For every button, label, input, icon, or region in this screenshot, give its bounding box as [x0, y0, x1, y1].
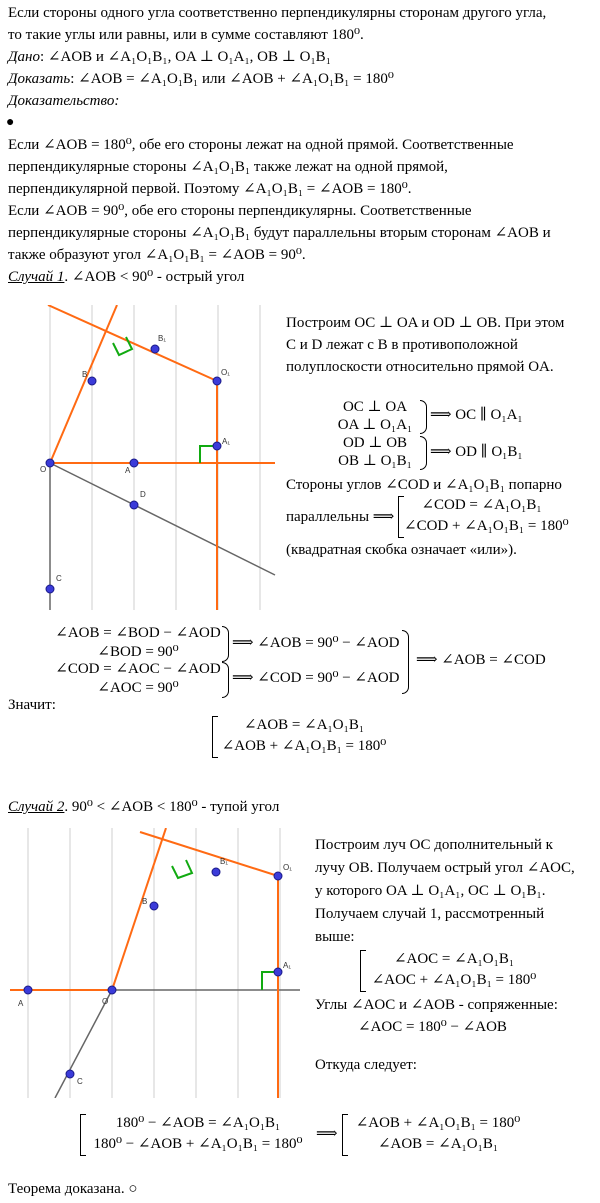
point-a	[130, 459, 138, 467]
case2-final-l1: 180⁰ − ∠AOB = ∠A₁O₁B₁	[115, 1115, 281, 1131]
point-d	[130, 501, 138, 509]
derive-a-brace	[222, 626, 229, 662]
sides-eq2: ∠COD + ∠A₁O₁B₁ = 180⁰	[404, 518, 569, 534]
derive-a1: ∠AOB = ∠BOD − ∠AOD	[55, 625, 221, 641]
case2-text-l3: у которого OA ⊥ O₁A₁, OC ⊥ O₁B₁.	[315, 883, 546, 899]
sys2-brace	[420, 436, 427, 470]
case2-follows: Откуда следует:	[315, 1057, 417, 1073]
point-b1	[151, 345, 159, 353]
label-o: O	[40, 465, 47, 474]
label2-b: B	[142, 897, 148, 906]
sys2	[330, 434, 420, 470]
case2-text-l5: выше:	[315, 929, 355, 945]
case2-final-arrow: ⟹	[316, 1126, 338, 1142]
qed: Теорема доказана. ○	[8, 1181, 138, 1197]
sides-eq1: ∠COD = ∠A₁O₁B₁	[421, 497, 542, 513]
proof-label: Доказательство:	[8, 93, 120, 109]
para2-l1: Если ∠AOB = 90⁰, обе его стороны перпендикулярны. Соответственные	[8, 203, 472, 219]
case1-concl	[218, 715, 390, 757]
case2-final-right	[348, 1113, 528, 1155]
case2-eq1: ∠AOC = ∠A₁O₁B₁	[393, 951, 515, 967]
case2-title	[8, 796, 279, 818]
para2-l3: также образуют угол ∠A₁O₁B₁ = ∠AOB = 90⁰.	[8, 247, 306, 263]
case2-eqs	[366, 949, 542, 991]
para1-l1: Если ∠AOB = 180⁰, обе его стороны лежат на одной прямой. Соответственные	[8, 137, 514, 153]
sides-l2: параллельны ⟹	[286, 509, 395, 525]
derive-a	[52, 624, 224, 662]
label-b: B	[82, 370, 88, 379]
case2-final-left	[86, 1113, 310, 1155]
case1-note: (квадратная скобка означает «или»).	[286, 542, 517, 558]
sides-eqs	[404, 495, 569, 537]
label-b1: B₁	[158, 334, 167, 343]
sys1-a: OC ⊥ OA	[342, 399, 408, 415]
label-a: A	[125, 466, 131, 475]
case1-text-l3: полуплоскости относительно прямой OA.	[286, 359, 554, 375]
label2-a: A	[18, 999, 24, 1008]
label-d: D	[140, 490, 146, 499]
derive-a2: ∠BOD = 90⁰	[97, 644, 179, 660]
derive-b2: ∠AOC = 90⁰	[97, 680, 179, 696]
label-c: C	[56, 574, 62, 583]
point-b	[88, 377, 96, 385]
label2-a1: A₁	[283, 961, 292, 970]
label-a1: A₁	[222, 437, 231, 446]
derive-a-result: ⟹ ∠AOB = 90⁰ − ∠AOD	[232, 635, 400, 651]
sys1	[330, 398, 420, 434]
case2-adj: Углы ∠AOC и ∠AOB - сопряженные:	[315, 997, 558, 1013]
prove-label: Доказать	[8, 71, 71, 87]
case1-figure	[10, 305, 282, 610]
given	[8, 46, 331, 68]
case1-concl-eq2: ∠AOB + ∠A₁O₁B₁ = 180⁰	[221, 738, 387, 754]
point2-c	[66, 1070, 74, 1078]
label2-o: O	[102, 997, 109, 1006]
point2-o	[108, 986, 116, 994]
derive-b-brace	[222, 662, 229, 698]
sides-l1: Стороны углов ∠COD и ∠A₁O₁B₁ попарно	[286, 477, 562, 493]
case2-figure	[10, 828, 300, 1098]
point2-a1	[274, 968, 282, 976]
derive-final: ⟹ ∠AOB = ∠COD	[416, 652, 546, 668]
case2-text-l2: лучу OB. Получаем острый угол ∠AOC,	[315, 860, 575, 876]
point-o1	[213, 377, 221, 385]
sys2-result: ⟹ OD ∥ O₁B₁	[430, 444, 523, 460]
derive-b1: ∠COD = ∠AOC − ∠AOD	[55, 661, 221, 677]
case1-text-l2: C и D лежат с B в противоположной	[286, 337, 518, 353]
label-o1: O₁	[221, 368, 230, 377]
para1-l2: перпендикулярные стороны ∠A₁O₁B₁ также лежат на одной прямой,	[8, 159, 448, 175]
bullet: ●	[6, 115, 15, 130]
case2-text-l4: Получаем случай 1, рассмотренный	[315, 906, 545, 922]
point-a1	[213, 442, 221, 450]
point2-o1	[274, 872, 282, 880]
para2-l2: перпендикулярные стороны ∠A₁O₁B₁ будут параллельны вторым сторонам ∠AOB и	[8, 225, 551, 241]
point2-b1	[212, 868, 220, 876]
case2-text-l1: Построим луч OC дополнительный к	[315, 837, 553, 853]
case1-title-rest: . ∠AOB < 90⁰ - острый угол	[64, 269, 245, 285]
case2-final-l2: 180⁰ − ∠AOB + ∠A₁O₁B₁ = 180⁰	[93, 1136, 303, 1152]
derive-final-brace	[402, 630, 409, 694]
case2-title-label: Случай 2	[8, 799, 65, 815]
label2-b1: B₁	[220, 857, 229, 866]
case1-title-label: Случай 1	[8, 269, 65, 285]
point-c	[46, 585, 54, 593]
label2-o1: O₁	[283, 863, 292, 872]
sys1-b: OA ⊥ O₁A₁	[337, 417, 413, 433]
case1-concl-eq1: ∠AOB = ∠A₁O₁B₁	[243, 717, 365, 733]
prove	[8, 68, 394, 90]
point-o	[46, 459, 54, 467]
given-label: Дано	[8, 49, 40, 65]
sys1-brace	[420, 400, 427, 434]
para1-l3: перпендикулярной первой. Поэтому ∠A₁O₁B₁ = ∠AOB = 180⁰.	[8, 181, 412, 197]
sys1-result: ⟹ OC ∥ O₁A₁	[430, 407, 523, 423]
sys2-b: OB ⊥ O₁B₁	[338, 453, 412, 469]
derive-b	[52, 660, 224, 698]
prove-text: : ∠AOB = ∠A₁O₁B₁ или ∠AOB + ∠A₁O₁B₁ = 180⁰	[70, 71, 394, 87]
case2-final-r1: ∠AOB + ∠A₁O₁B₁ = 180⁰	[355, 1115, 521, 1131]
case2-final-r2: ∠AOB = ∠A₁O₁B₁	[377, 1136, 499, 1152]
derive-b-result: ⟹ ∠COD = 90⁰ − ∠AOD	[232, 670, 400, 686]
case1-means: Значит:	[8, 697, 56, 713]
point2-b	[150, 902, 158, 910]
case1-text-l1: Построим OC ⊥ OA и OD ⊥ OB. При этом	[286, 315, 565, 331]
given-text: : ∠AOB и ∠A₁O₁B₁, OA ⊥ O₁A₁, OB ⊥ O₁B₁	[40, 49, 331, 65]
case2-title-rest: . 90⁰ < ∠AOB < 180⁰ - тупой угол	[64, 799, 280, 815]
point2-a	[24, 986, 32, 994]
sys2-a: OD ⊥ OB	[342, 435, 408, 451]
theorem-line-2: то такие углы или равны, или в сумме составляют 180⁰.	[8, 27, 364, 43]
case1-title	[8, 266, 244, 288]
label2-c: C	[77, 1077, 83, 1086]
case2-eq2: ∠AOC + ∠A₁O₁B₁ = 180⁰	[371, 972, 537, 988]
theorem-line-1: Если стороны одного угла соответственно перпендикулярны сторонам другого угла,	[8, 5, 547, 21]
case2-adj-eq: ∠AOC = 180⁰ − ∠AOB	[358, 1019, 507, 1035]
